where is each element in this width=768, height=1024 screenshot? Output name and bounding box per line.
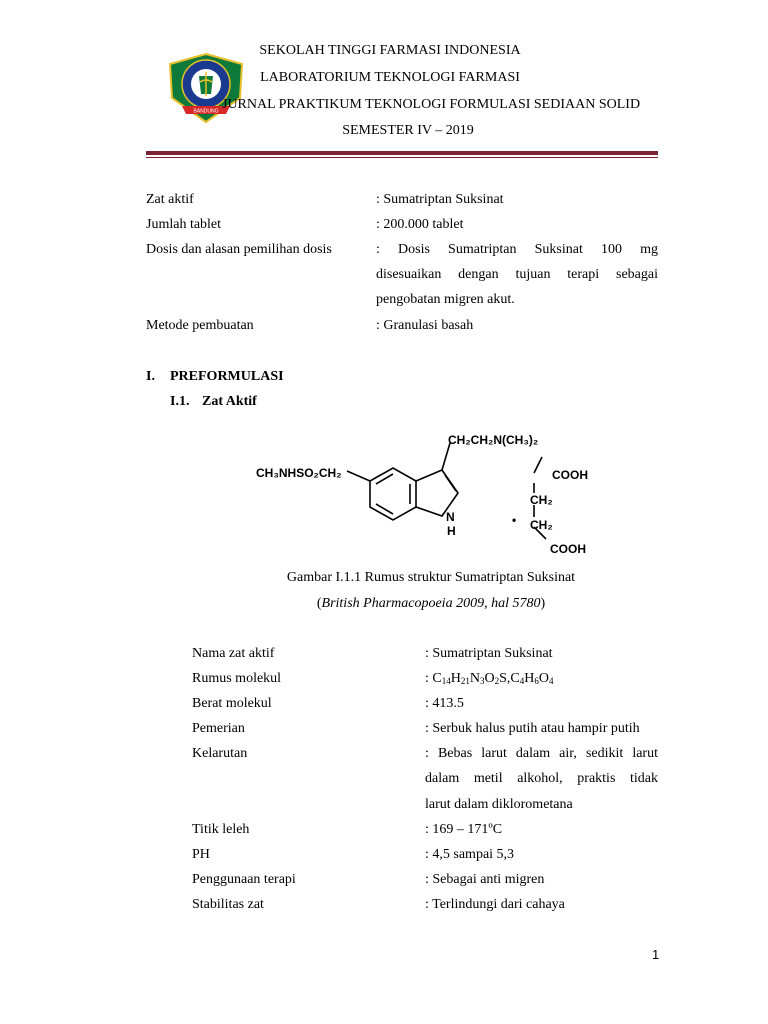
section-number: I. bbox=[146, 369, 155, 384]
prop-value-berat: : 413.5 bbox=[425, 696, 464, 711]
prop-value-nama: : Sumatriptan Suksinat bbox=[425, 646, 553, 661]
info-label-metode: Metode pembuatan bbox=[146, 318, 254, 333]
structure-n: N bbox=[446, 510, 455, 524]
info-value-dosis-line3: pengobatan migren akut. bbox=[376, 292, 515, 307]
prop-value-stabilitas: : Terlindungi dari cahaya bbox=[425, 897, 565, 912]
info-value-metode: : Granulasi basah bbox=[376, 318, 474, 333]
header-divider-thin bbox=[146, 157, 658, 158]
info-label-zat-aktif: Zat aktif bbox=[146, 192, 194, 207]
structure-h: H bbox=[447, 524, 456, 538]
prop-value-titik-leleh: : 169 – 171ºC bbox=[425, 822, 503, 837]
page-number: 1 bbox=[652, 947, 660, 962]
prop-label-pemerian: Pemerian bbox=[192, 721, 245, 736]
structure-left-group: CH₃NHSO₂CH₂ bbox=[256, 466, 342, 480]
prop-label-penggunaan: Penggunaan terapi bbox=[192, 872, 296, 887]
prop-label-kelarutan: Kelarutan bbox=[192, 746, 248, 761]
subsection-title: Zat Aktif bbox=[202, 394, 257, 409]
info-value-dosis-line2: disesuaikan dengan tujuan terapi sebagai bbox=[376, 267, 658, 282]
prop-value-pemerian: : Serbuk halus putih atau hampir putih bbox=[425, 721, 640, 736]
structure-cooh-top: COOH bbox=[552, 468, 588, 482]
semester-label: SEMESTER IV – 2019 bbox=[342, 123, 474, 138]
structure-dot: • bbox=[512, 513, 517, 527]
figure-caption: Gambar I.1.1 Rumus struktur Sumatriptan Suksinat bbox=[286, 570, 576, 585]
prop-label-rumus: Rumus molekul bbox=[192, 671, 282, 686]
structure-top-group: CH₂CH₂N(CH₃)₂ bbox=[448, 433, 539, 447]
info-label-dosis: Dosis dan alasan pemilihan dosis bbox=[146, 242, 332, 257]
laboratory-name: LABORATORIUM TEKNOLOGI FARMASI bbox=[260, 70, 520, 85]
institution-name: SEKOLAH TINGGI FARMASI INDONESIA bbox=[259, 43, 521, 58]
prop-value-penggunaan: : Sebagai anti migren bbox=[425, 872, 545, 887]
subsection-number: I.1. bbox=[170, 394, 190, 409]
prop-value-rumus: : $C_{14}H_{21}N_3O_2S,C_4H_6O_4$ bbox=[425, 671, 554, 686]
prop-value-kelarutan-line2: dalam metil alkohol, praktis tidak bbox=[425, 771, 658, 786]
structure-ch2-b: CH₂ bbox=[530, 518, 553, 532]
prop-label-titik-leleh: Titik leleh bbox=[192, 822, 250, 837]
structure-cooh-bottom: COOH bbox=[550, 542, 586, 556]
structure-ch2-a: CH₂ bbox=[530, 493, 553, 507]
prop-value-kelarutan-line3: larut dalam diklorometana bbox=[425, 797, 573, 812]
info-value-zat-aktif: : Sumatriptan Suksinat bbox=[376, 192, 504, 207]
info-value-jumlah-tablet: : 200.000 tablet bbox=[376, 217, 464, 232]
college-emblem-icon bbox=[166, 52, 246, 124]
figure-source: (British Pharmacopoeia 2009, hal 5780) bbox=[316, 596, 546, 611]
chemical-structure bbox=[250, 425, 600, 560]
info-value-dosis-line1: : Dosis Sumatriptan Suksinat 100 mg bbox=[376, 242, 658, 257]
prop-label-nama: Nama zat aktif bbox=[192, 646, 275, 661]
svg-text:BANDUNG: BANDUNG bbox=[193, 108, 219, 115]
prop-label-stabilitas: Stabilitas zat bbox=[192, 897, 264, 912]
journal-title: JURNAL PRAKTIKUM TEKNOLOGI FORMULASI SEDIAAN SOLID bbox=[222, 97, 641, 112]
prop-label-ph: PH bbox=[192, 847, 210, 862]
prop-label-berat: Berat molekul bbox=[192, 696, 272, 711]
prop-value-ph: : 4,5 sampai 5,3 bbox=[425, 847, 515, 862]
info-label-jumlah-tablet: Jumlah tablet bbox=[146, 217, 222, 232]
header-divider bbox=[146, 151, 658, 155]
section-title: PREFORMULASI bbox=[170, 369, 284, 384]
prop-value-kelarutan-line1: : Bebas larut dalam air, sedikit larut bbox=[425, 746, 658, 761]
